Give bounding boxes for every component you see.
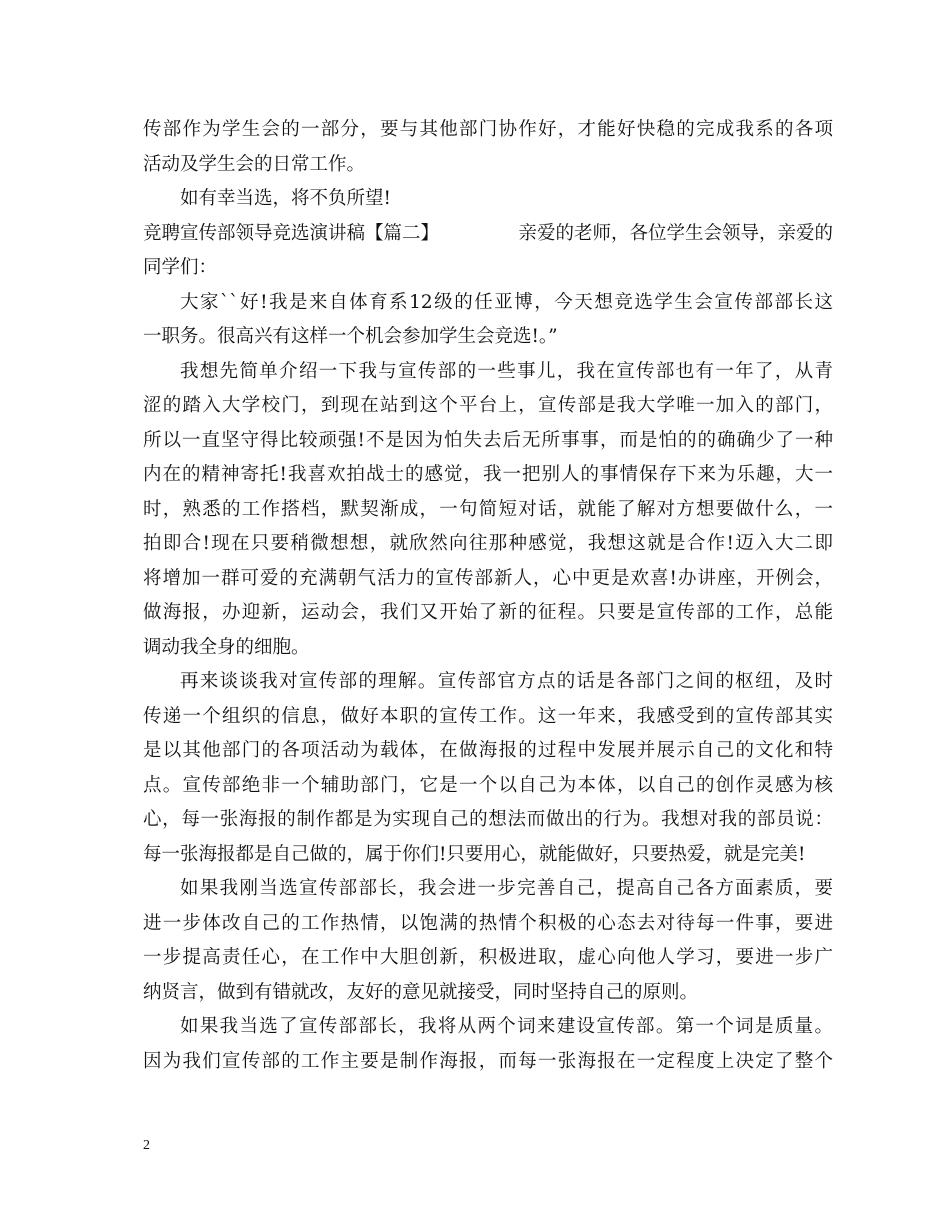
document-body [143, 113, 833, 1079]
text-line: 传递一个组织的信息，做好本职的宣传工作。这一年来，我感受到的宣传部其实 [143, 705, 833, 727]
text-line: 如有幸当选，将不负所望! [180, 188, 391, 209]
text-line: 调动我全身的细胞。 [143, 636, 310, 658]
text-line: 将增加一群可爱的充满朝气活力的宣传部新人，心中更是欢喜!办讲座，开例会， [143, 567, 833, 589]
page-number: 2 [143, 1138, 150, 1153]
text-line: 内在的精神寄托!我喜欢拍战士的感觉，我一把别人的事情保存下来为乐趣，大一 [143, 464, 833, 485]
salutation-text: 亲爱的老师，各位学生会领导，亲爱的 [518, 222, 833, 244]
text-line: 所以一直坚守得比较顽强!不是因为怕失去后无所事事，而是怕的的确确少了一种 [143, 429, 833, 451]
text-line: 是以其他部门的各项活动为载体，在做海报的过程中发展并展示自己的文化和特 [143, 740, 833, 761]
text-line: 时，熟悉的工作搭档，默契渐成，一句简短对话，就能了解对方想要做什么，一 [143, 498, 833, 520]
text-line: 心，每一张海报的制作都是为实现自己的想法而做出的行为。我想对我的部员说： [143, 809, 833, 830]
text-line: 传部作为学生会的一部分，要与其他部门协作好，才能好快稳的完成我系的各项 [143, 119, 833, 140]
text-line: 纳贤言，做到有错就改，友好的意见就接受，同时坚持自己的原则。 [143, 981, 699, 1003]
text-line: 再来谈谈我对宣传部的理解。宣传部官方点的话是各部门之间的枢纽，及时 [180, 671, 833, 692]
text-line: 因为我们宣传部的工作主要是制作海报，而每一张海报在一定程度上决定了整个 [143, 1050, 833, 1072]
text-line: 涩的踏入大学校门，到现在站到这个平台上，宣传部是我大学唯一加入的部门， [143, 395, 833, 416]
text-line: 进一步体改自己的工作热情，以饱满的热情个积极的心态去对待每一件事，要进 [143, 912, 833, 934]
text-line: 每一张海报都是自己做的，属于你们!只要用心，就能做好，只要热爱，就是完美! [143, 843, 806, 865]
text-line: 拍即合!现在只要稍微想想，就欣然向往那种感觉，我想这就是合作!迈入大二即 [143, 533, 833, 554]
text-line: 一步提高责任心，在工作中大胆创新，积极进取，虚心向他人学习，要进一步广 [143, 947, 833, 968]
text-line: 做海报，办迎新，运动会，我们又开始了新的征程。只要是宣传部的工作，总能 [143, 602, 833, 623]
text-line: 活动及学生会的日常工作。 [143, 153, 366, 175]
text-line: 大家``好!我是来自体育系12级的任亚博，今天想竞选学生会宣传部部长这 [180, 291, 833, 313]
text-line: 同学们： [143, 257, 218, 278]
text-line: 如果我当选了宣传部部长，我将从两个词来建设宣传部。第一个词是质量。 [180, 1016, 833, 1037]
text-line [143, 217, 833, 252]
section-heading: 竞聘宣传部领导竞选演讲稿【篇二】 [143, 222, 440, 244]
text-line: 点。宣传部绝非一个辅助部门，它是一个以自己为本体，以自己的创作灵感为核 [143, 774, 833, 796]
text-line: 我想先简单介绍一下我与宣传部的一些事儿，我在宣传部也有一年了，从青 [180, 360, 833, 382]
text-line: 如果我刚当选宣传部部长，我会进一步完善自己，提高自己各方面素质，要 [180, 878, 833, 899]
text-line: 一职务。很高兴有这样一个机会参加学生会竞选!。” [143, 326, 558, 347]
